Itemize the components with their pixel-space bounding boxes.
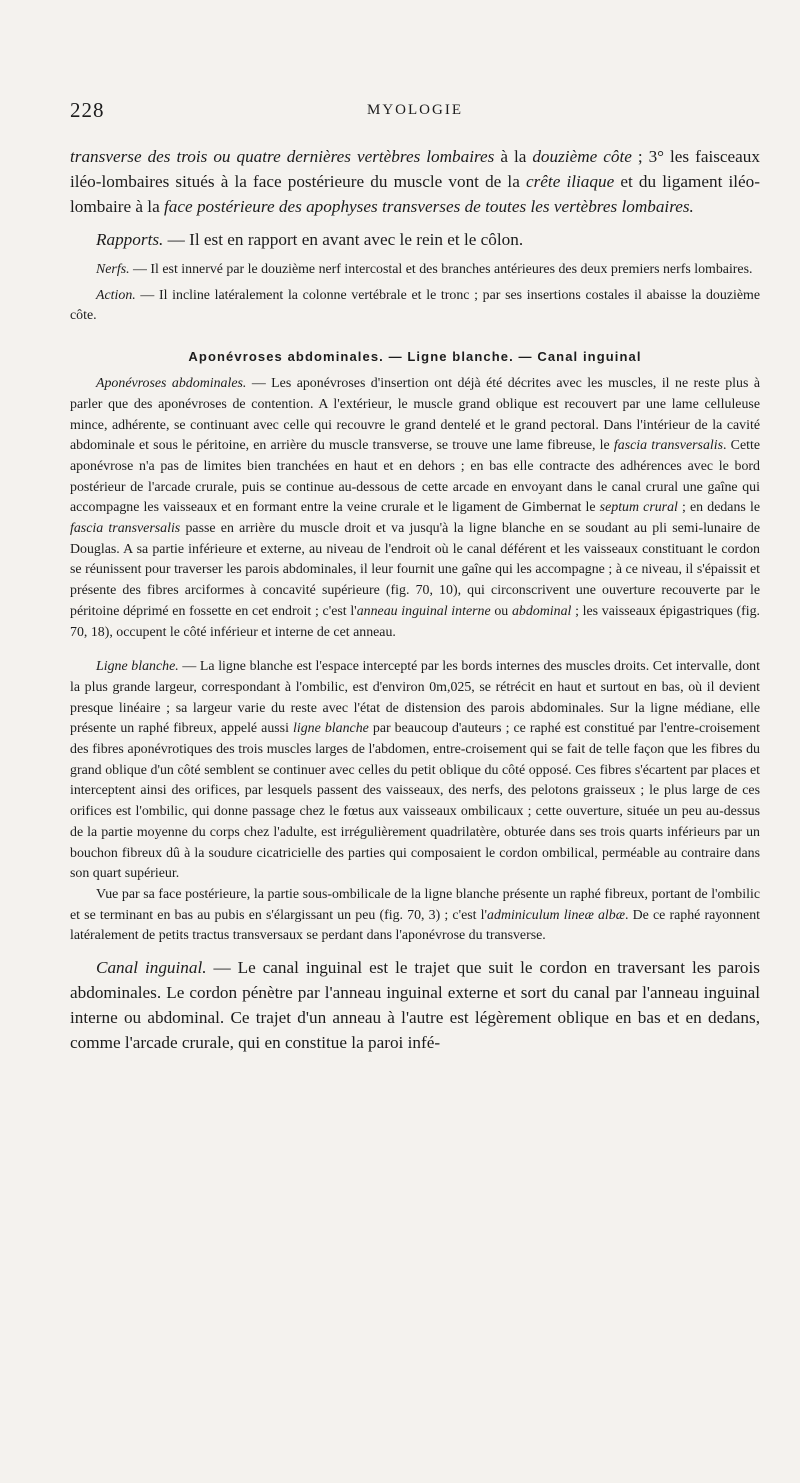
text-run: et du ligament iléo-lombaire à la [70, 172, 760, 216]
text-run: Vue par sa face postérieure, la partie sous-ombilicale de la ligne blanche présente un raphé fibreux, portant de l'ombilic et se terminant en bas au pubis en s'élargissant un peu (fig. 70, 3) ; c'est l' [70, 886, 760, 923]
emphasis: transverse des trois ou quatre dernières vertèbres lombaires [70, 147, 495, 166]
emphasis: abdominal [511, 603, 572, 619]
emphasis: septum crural [599, 500, 678, 516]
paragraph-vue-posterieure [70, 885, 760, 947]
text-run: — Les aponévroses d'insertion ont déjà été décrites avec les muscles, il ne reste plus à parler que des aponévroses de contention. A l'extérieur, le muscle grand oblique est recouvert par une lame celluleuse mince, adhérente, se continuant avec celle qui recouvre le grand dentelé et le grand pectoral. Dans l'intérieur de la cavité abdominale et sous le péritoine, en arrière du muscle transverse, se trouve une lame fibreuse, le [70, 376, 760, 454]
text-run: — Il incline latéralement la colonne vertébrale et le tronc ; par ses insertions costales il abaisse la douzième côte. [70, 287, 760, 324]
paragraph-heading: Action. [96, 287, 136, 303]
emphasis: fascia transversalis [70, 521, 181, 537]
text-run: ; en dedans le [677, 500, 760, 516]
paragraph-nerfs [70, 260, 760, 281]
paragraph-heading: Aponévroses abdominales. [96, 376, 247, 392]
text-run: — Le canal inguinal est le trajet que suit le cordon en traversant les parois abdominales. Le cordon pénètre par l'anneau inguinal externe et sort du canal par l'anneau inguinal interne ou abdominal. Ce trajet d'un anneau à l'autre est légèrement oblique en bas et en dedans, comme l'arcade crurale, qui en constitue la paroi infé- [70, 958, 760, 1053]
book-page [0, 98, 800, 1483]
text-run: passe en arrière du muscle droit et va jusqu'à la ligne blanche en se soudant au pli semi-lunaire de Douglas. A sa partie inférieure et externe, au niveau de l'endroit où le canal déférent et les vaisseaux constituant le cordon se réunissent pour traverser les parois abdominales, il leur fournit une gaîne qui les accompagne ; à ce niveau, il s'épaissit et présente des fibres arciformes à concavité supérieure (fig. 70, 10), qui circonscrivent une ouverture recouverte par le péritoine déprimé en fossette en cet endroit ; c'est l' [70, 521, 760, 619]
emphasis: face postérieure des apophyses transverses de toutes les vertèbres lombaires. [164, 197, 694, 216]
text-run: — Il est en rapport en avant avec le rein et le côlon. [163, 230, 524, 249]
emphasis: anneau inguinal interne [356, 603, 491, 619]
page-header [70, 98, 760, 138]
text-run: ; 3° les faisceaux iléo-lombaires situés à la face postérieure du muscle vont de la [70, 147, 760, 191]
text-run: ; les vaisseaux épigastriques (fig. 70, 18), occupent le côté inférieur et interne de cet anneau. [70, 603, 760, 640]
paragraph-rapports [70, 227, 760, 252]
page-number: 228 [70, 98, 105, 122]
paragraph-continuation [70, 144, 760, 219]
paragraph-heading: Nerfs. [96, 262, 130, 277]
emphasis: adminiculum lineæ albæ [487, 907, 625, 923]
section-title: Aponévroses abdominales. — Ligne blanche. — Canal inguinal [188, 349, 642, 365]
text-run: . De ce raphé rayonnent latéralement de petits tractus transversaux se perdant dans l'aponévrose du transverse. [70, 907, 761, 944]
text-run: — Il est innervé par le douzième nerf intercostal et des branches antérieures des deux premiers nerfs lombaires. [129, 262, 753, 277]
emphasis: ligne blanche [293, 721, 369, 737]
paragraph-canal-inguinal [70, 955, 760, 1055]
text-run: ou [490, 603, 512, 619]
text-run: à la [494, 147, 533, 166]
paragraph-aponevroses [70, 374, 760, 643]
emphasis: crête iliaque [525, 172, 615, 191]
text-run: par beaucoup d'auteurs ; ce raphé est constitué par l'entre-croisement des fibres aponévrotiques des trois muscles larges de l'abdomen, entre-croisement qui se fait de telle façon que les fibres du grand oblique d'un côté semblent se continuer avec celles du petit oblique du côté opposé. Ces fibres s'écartent par places et interceptent ainsi des orifices, par lesquels passent des vaisseaux, des nerfs, des pelotons graisseux ; le plus large de ces orifices est l'ombilic, qui donne passage chez le fœtus aux vaisseaux ombilicaux ; cette ouverture, située un peu au-dessus de la partie moyenne du corps chez l'adulte, est irrégulièrement quadrilatère, obturée dans ses trois quarts inférieurs par un bouchon fibreux dû à la soudure cicatricielle des parties qui composaient le cordon ombilical, perméable au contraire dans son quart supérieur. [70, 721, 760, 882]
running-title: MYOLOGIE [367, 102, 463, 118]
paragraph-heading: Canal inguinal. [96, 958, 207, 978]
emphasis: douzième côte [532, 147, 632, 166]
text-run: — La ligne blanche est l'espace intercepté par les bords internes des muscles droits. Cet intervalle, dont la plus grande largeur, correspondant à l'ombilic, est d'environ 0m,025, se rétrécit en haut et surtout en bas, où il devient presque linéaire ; sa largeur varie du reste avec l'état de distension des parois abdominales. Sur la ligne médiane, elle présente un raphé fibreux, appelé aussi [70, 659, 760, 737]
paragraph-heading: Ligne blanche. [96, 659, 179, 675]
text-run: . Cette aponévrose n'a pas de limites bien tranchées en haut et en dehors ; en bas elle contracte des adhérences avec le bord postérieur de l'arcade crurale, puis se continue au-dessous de cette arcade en envoyant dans le canal crural une gaîne qui accompagne les vaisseaux et en formant entre la veine crurale et le ligament de Gimbernat le [70, 438, 760, 516]
paragraph-ligne-blanche [70, 657, 760, 885]
paragraph-action [70, 286, 760, 327]
paragraph-heading: Rapports. [96, 230, 164, 249]
emphasis: fascia transversalis [613, 438, 724, 454]
